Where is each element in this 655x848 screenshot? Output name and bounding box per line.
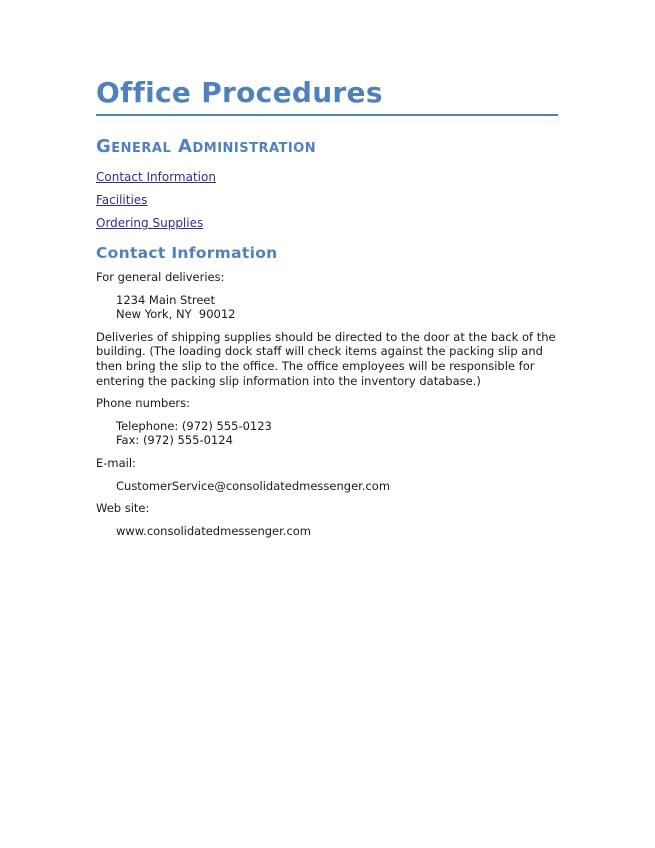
toc-link-contact-information[interactable]: Contact Information	[96, 170, 216, 184]
address-line-1: 1234 Main Street	[116, 292, 215, 307]
shipping-note: Deliveries of shipping supplies should be directed to the door at the back of the building. (The loading dock staff will check items against the packing slip and then bring the slip to the office. The office employees will be responsible for entering the packing slip information into the inventory database.)	[96, 329, 556, 388]
document-page	[96, 75, 558, 546]
toc-link-ordering-supplies[interactable]: Ordering Supplies	[96, 216, 204, 230]
phone-numbers	[116, 419, 558, 448]
email-address: CustomerService@consolidatedmessenger.com	[116, 478, 391, 493]
table-of-contents	[96, 170, 558, 231]
document-title: Office Procedures	[96, 75, 558, 116]
deliveries-label: For general deliveries:	[96, 270, 225, 284]
website-address: www.consolidatedmessenger.com	[116, 523, 312, 538]
telephone-number: Telephone: (972) 555-0123	[116, 418, 272, 433]
section-heading-general-administration: General Administration	[96, 136, 317, 157]
fax-number: Fax: (972) 555-0124	[116, 433, 233, 448]
delivery-address	[116, 293, 558, 322]
email-label: E-mail:	[96, 455, 136, 470]
subheading-contact-information: Contact Information	[96, 244, 278, 262]
phone-label: Phone numbers:	[96, 396, 191, 411]
toc-link-facilities[interactable]: Facilities	[96, 193, 148, 207]
address-line-2: New York, NY 90012	[116, 307, 236, 322]
website-label: Web site:	[96, 501, 150, 516]
